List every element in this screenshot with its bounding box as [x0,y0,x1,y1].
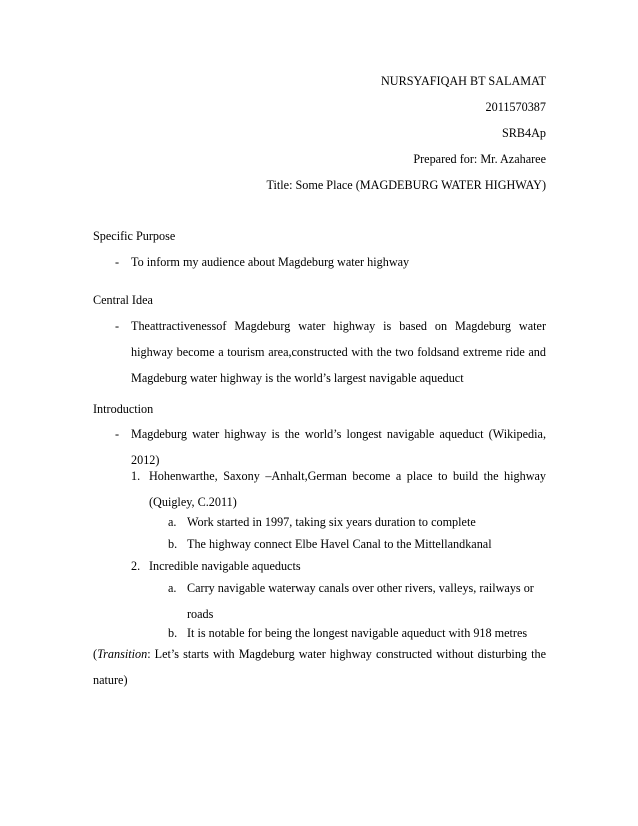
student-id: 2011570387 [485,100,546,114]
transition-open: ( [93,647,98,661]
student-name: NURSYAFIQAH BT SALAMAT [380,74,546,88]
point-text: Hohenwarthe, Saxony –Anhalt,German become a place to build the highway (Quigley, C.2011) [149,469,546,509]
point-number: 2. [131,559,141,573]
subpoint-text: Carry navigable waterway canals over other rivers, valleys, railways or roads [187,581,534,621]
specific-purpose-text: To inform my audience about Magdeburg water highway [131,255,410,269]
point-number: 1. [131,469,141,483]
subpoint-text: Work started in 1997, taking six years duration to complete [187,515,476,529]
group-code: SRB4Ap [501,126,546,140]
transition-label: Transition [97,647,148,661]
transition-paragraph [93,641,546,693]
point-text: Incredible navigable aqueducts [149,559,301,573]
introduction-bullet: - [115,427,120,441]
introduction-heading: Introduction [93,402,154,416]
subpoint-letter: a. [168,581,177,595]
central-idea-bullet: - [115,319,120,333]
subpoint-letter: b. [168,537,178,551]
subpoint-text: It is notable for being the longest navigable aqueduct with 918 metres [187,626,528,640]
subpoint-letter: b. [168,626,178,640]
introduction-text: Magdeburg water highway is the world’s longest navigable aqueduct (Wikipedia, 2012) [131,427,546,467]
transition-text: : Let’s starts with Magdeburg water highway constructed without disturbing the nature) [93,647,546,687]
specific-purpose-bullet: - [115,255,120,269]
subpoint-letter: a. [168,515,177,529]
subpoint-text: The highway connect Elbe Havel Canal to the Mittellandkanal [187,537,492,551]
prepared-for: Prepared for: Mr. Azaharee [413,152,546,166]
document-title: Title: Some Place (MAGDEBURG WATER HIGHWAY) [266,178,546,192]
specific-purpose-heading: Specific Purpose [93,229,176,243]
central-idea-heading: Central Idea [93,293,153,307]
central-idea-text: Theattractivenessof Magdeburg water highway is based on Magdeburg water highway become a tourism area,constructed with the two foldsand extreme ride and Magdeburg water highway is the world’s largest navigable aqueduct [131,319,546,385]
